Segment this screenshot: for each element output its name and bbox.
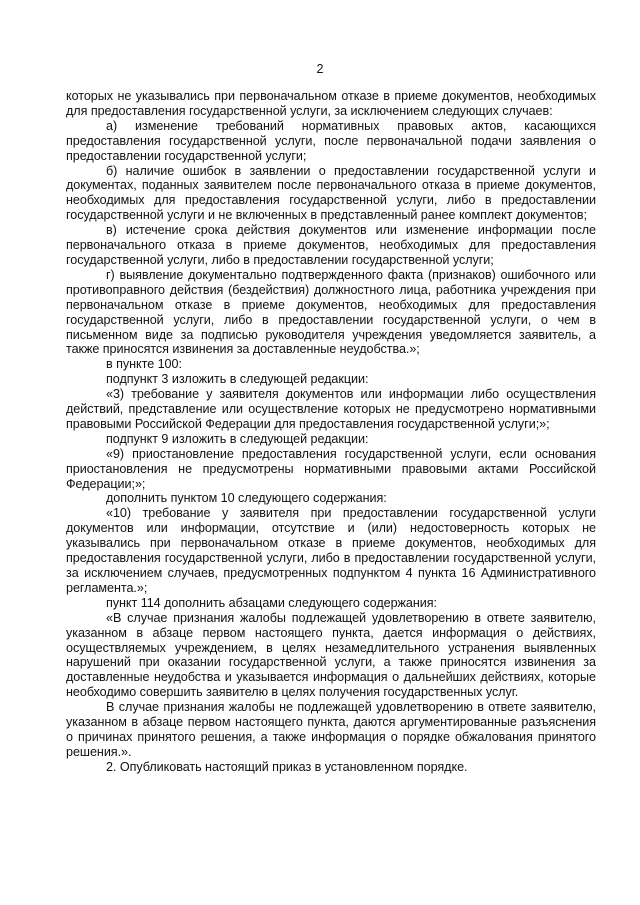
- paragraph: которых не указывались при первоначальном отказе в приеме документов, необходимых для предоставления государственной услуги, за исключением следующих случаев:: [66, 89, 596, 118]
- paragraph: 2. Опубликовать настоящий приказ в установленном порядке.: [106, 759, 468, 774]
- paragraph: г) выявление документально подтвержденного факта (признаков) ошибочного или противоправного действия (бездействия) должностного лица, работника учреждения при первоначальном отказе в приеме документов, необходимых для предоставления государственной услуги, либо в предоставлении государственной услуги, о чем в письменном виде за подписью руководителя учреждения уведомляется заявитель, а также приносятся извинения за доставленные неудобства.»;: [66, 267, 596, 357]
- paragraph: пункт 114 дополнить абзацами следующего содержания:: [106, 595, 437, 610]
- paragraph: б) наличие ошибок в заявлении о предоставлении государственной услуги и документах, поданных заявителем после первоначального отказа в приеме документов, необходимых для предоставления государственной услуги, либо в предоставлении государственной услуги и не включенных в представленный ранее комплект документов;: [66, 163, 596, 223]
- page-number: 2: [316, 62, 324, 76]
- paragraph: подпункт 3 изложить в следующей редакции:: [106, 372, 369, 387]
- paragraph: в пункте 100:: [106, 357, 182, 372]
- paragraph: дополнить пунктом 10 следующего содержания:: [106, 491, 387, 506]
- paragraph: В случае признания жалобы не подлежащей удовлетворению в ответе заявителю, указанном в абзаце первом настоящего пункта, даются аргументированные разъяснения о причинах принятого решения, а также информация о порядке обжалования принятого решения.».: [66, 700, 596, 759]
- paragraph: «9) приостановление предоставления государственной услуги, если основания приостановления не предусмотрены нормативными правовыми актами Российской Федерации;»;: [66, 446, 596, 491]
- paragraph: «3) требование у заявителя документов или информации либо осуществления действий, представление или осуществление которых не предусмотрено нормативными правовыми Российской Федерации для предоставления государственной услуги;»;: [66, 387, 596, 431]
- document-body: [66, 89, 596, 775]
- paragraph: «В случае признания жалобы подлежащей удовлетворению в ответе заявителю, указанном в абзаце первом настоящего пункта, дается информация о действиях, осуществляемых учреждением, в целях незамедлительного устранения выявленных нарушений при оказании государственной услуги, а также приносятся извинения за доставленные неудобства и указывается информация о дальнейших действиях, которые необходимо совершить заявителю в целях получения государственных услуг.: [66, 610, 596, 700]
- paragraph: подпункт 9 изложить в следующей редакции:: [106, 431, 369, 446]
- paragraph: в) истечение срока действия документов или изменение информации после первоначального отказа в приеме документов, необходимых для предоставления государственной услуги, либо в предоставлении государственной услуги;: [66, 223, 596, 267]
- paragraph: «10) требование у заявителя при предоставлении государственной услуги документов или информации, отсутствие и (или) недостоверность которых не указывались при первоначальном отказе в приеме документов, необходимых для предоставления государственной услуги, либо в предоставлении государственной услуги, за исключением случаев, предусмотренных подпунктом 4 пункта 16 Административного регламента.»;: [66, 506, 596, 595]
- paragraph: а) изменение требований нормативных правовых актов, касающихся предоставления государственной услуги, после первоначальной подачи заявления о предоставлении государственной услуги;: [66, 118, 596, 163]
